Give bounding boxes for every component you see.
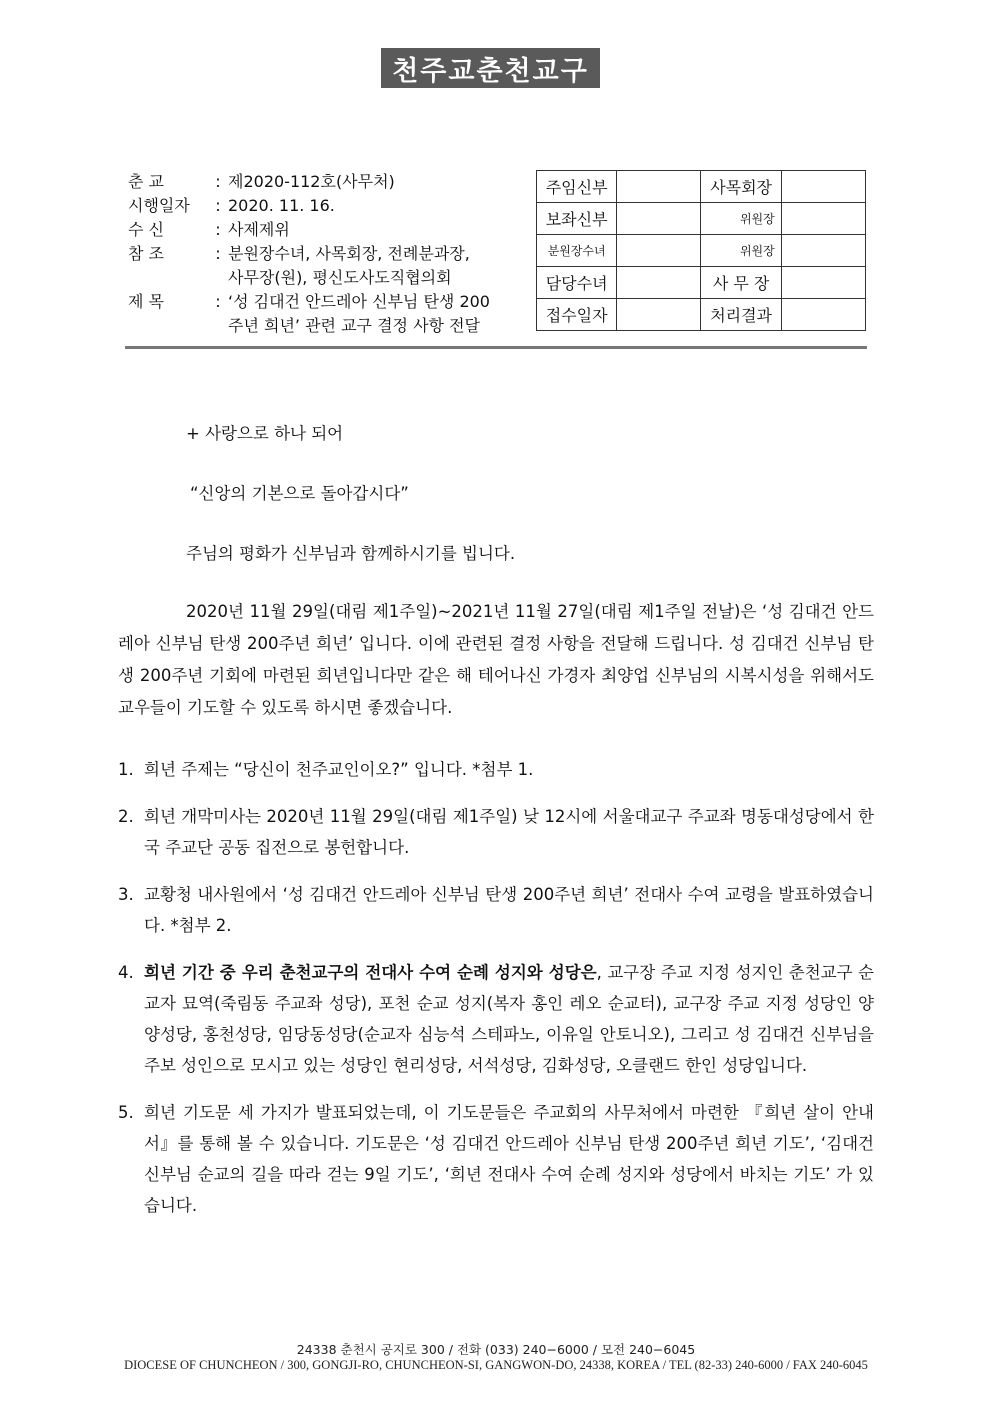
meta-value: 사무장(원), 평신도사도직협의회 — [228, 268, 452, 287]
meta-value: ‘성 김대건 안드레아 신부님 탄생 200 — [228, 292, 490, 311]
diocese-logo: 천주교춘천교구 — [381, 48, 600, 88]
meta-row: 춘 교 : 제2020-112호(사무처) — [128, 170, 528, 194]
letter-body — [118, 420, 874, 1237]
intro-paragraph: 2020년 11월 29일(대림 제1주일)~2021년 11월 27일(대림 제1주일 전날)은 ‘성 김대건 안드레아 신부님 탄생 200주년 희년’ 입니다. 이에 관련된 결정 사항을 전달해 드립니다. 성 김대건 신부님 탄생 200주년 기회에 마련된 희년입니다만 같은 해 테어나신 가경자 최양업 신부님의 시복시성을 위해서도 교우들이 기도할 수 있도록 하시면 좋겠습니다. — [118, 602, 874, 717]
approval-table: 주임신부 사목회장 보좌신부 위원장 분원장수녀 위원장 담당수녀 사 무 장 접수일자 처리결과 — [536, 170, 866, 331]
motto: “신앙의 기본으로 돌아갑시다” — [190, 484, 409, 503]
header-divider — [125, 346, 867, 349]
decision-list — [118, 754, 874, 1221]
meta-label: 시행일자 — [128, 196, 190, 215]
list-item: 4. 희년 기간 중 우리 춘천교구의 전대사 수여 순례 성지와 성당은, 교구장 주교 지정 성지인 춘천교구 순교자 묘역(죽림동 주교좌 성당), 포천 순교 성지(복자 홍인 레오 순교터), 교구장 주교 지정 성당인 양양성당, 홍천성당, 임당동성당(순교자 심능석 스테파노, 이유일 안토니오), 그리고 성 김대건 신부님을 주보 성인으로 모시고 있는 성당인 현리성당, 서석성당, 김화성당, 오클랜드 한인 성당입니다. — [118, 963, 874, 1075]
meta-value: 제2020-112호(사무처) — [228, 172, 395, 191]
meta-row: 제 목 : ‘성 김대건 안드레아 신부님 탄생 200 — [128, 290, 528, 314]
meta-value: 주년 희년’ 관련 교구 결정 사항 전달 — [228, 316, 480, 335]
meta-value: 분원장수녀, 사목회장, 전례분과장, — [228, 244, 470, 263]
meta-value: 2020. 11. 16. — [228, 196, 335, 215]
document-meta — [128, 170, 528, 338]
footer-english: DIOCESE OF CHUNCHEON / 300, GONGJI-RO, CHUNCHEON-SI, GANGWON-DO, 24338, KOREA / TEL (82-33) 240-6000 / FAX 240-6045 — [124, 1358, 868, 1372]
salutation: 주님의 평화가 신부님과 함께하시기를 빕니다. — [186, 544, 516, 563]
greeting-line: + 사랑으로 하나 되어 — [186, 424, 344, 443]
meta-row — [128, 266, 528, 290]
meta-row: 시행일자 : 2020. 11. 16. — [128, 194, 528, 218]
meta-label: 수 신 — [128, 220, 164, 239]
footer-korean: 24338 춘천시 공지로 300 / 전화 (033) 240−6000 / 모전 240−6045 — [296, 1342, 696, 1357]
list-item: 2. 희년 개막미사는 2020년 11월 29일(대림 제1주일) 낮 12시에 서울대교구 주교좌 명동대성당에서 한국 주교단 공동 집전으로 봉헌합니다. — [118, 807, 874, 857]
meta-row — [128, 314, 528, 338]
list-item: 3. 교황청 내사원에서 ‘성 김대건 안드레아 신부님 탄생 200주년 희년’ 전대사 수여 교령을 발표하였습니다. *첨부 2. — [118, 885, 874, 935]
list-item: 5. 희년 기도문 세 가지가 발표되었는데, 이 기도문들은 주교회의 사무처에서 마련한 『희년 살이 안내서』를 통해 볼 수 있습니다. 기도문은 ‘성 김대건 안드레아 신부님 탄생 200주년 희년 기도’, ‘김대건 신부님 순교의 길을 따라 걷는 9일 기도’, ‘희년 전대사 수여 순례 성지와 성당에서 바치는 기도’ 가 있습니다. — [118, 1103, 874, 1215]
meta-row: 참 조 : 분원장수녀, 사목회장, 전례분과장, — [128, 242, 528, 266]
meta-label: 춘 교 — [128, 172, 164, 191]
meta-label: 참 조 — [128, 244, 164, 263]
list-item: 1. 희년 주제는 “당신이 천주교인이오?” 입니다. *첨부 1. — [118, 760, 534, 779]
meta-label: 제 목 — [128, 292, 164, 311]
meta-row: 수 신 : 사제제위 — [128, 218, 528, 242]
meta-value: 사제제위 — [228, 220, 290, 239]
